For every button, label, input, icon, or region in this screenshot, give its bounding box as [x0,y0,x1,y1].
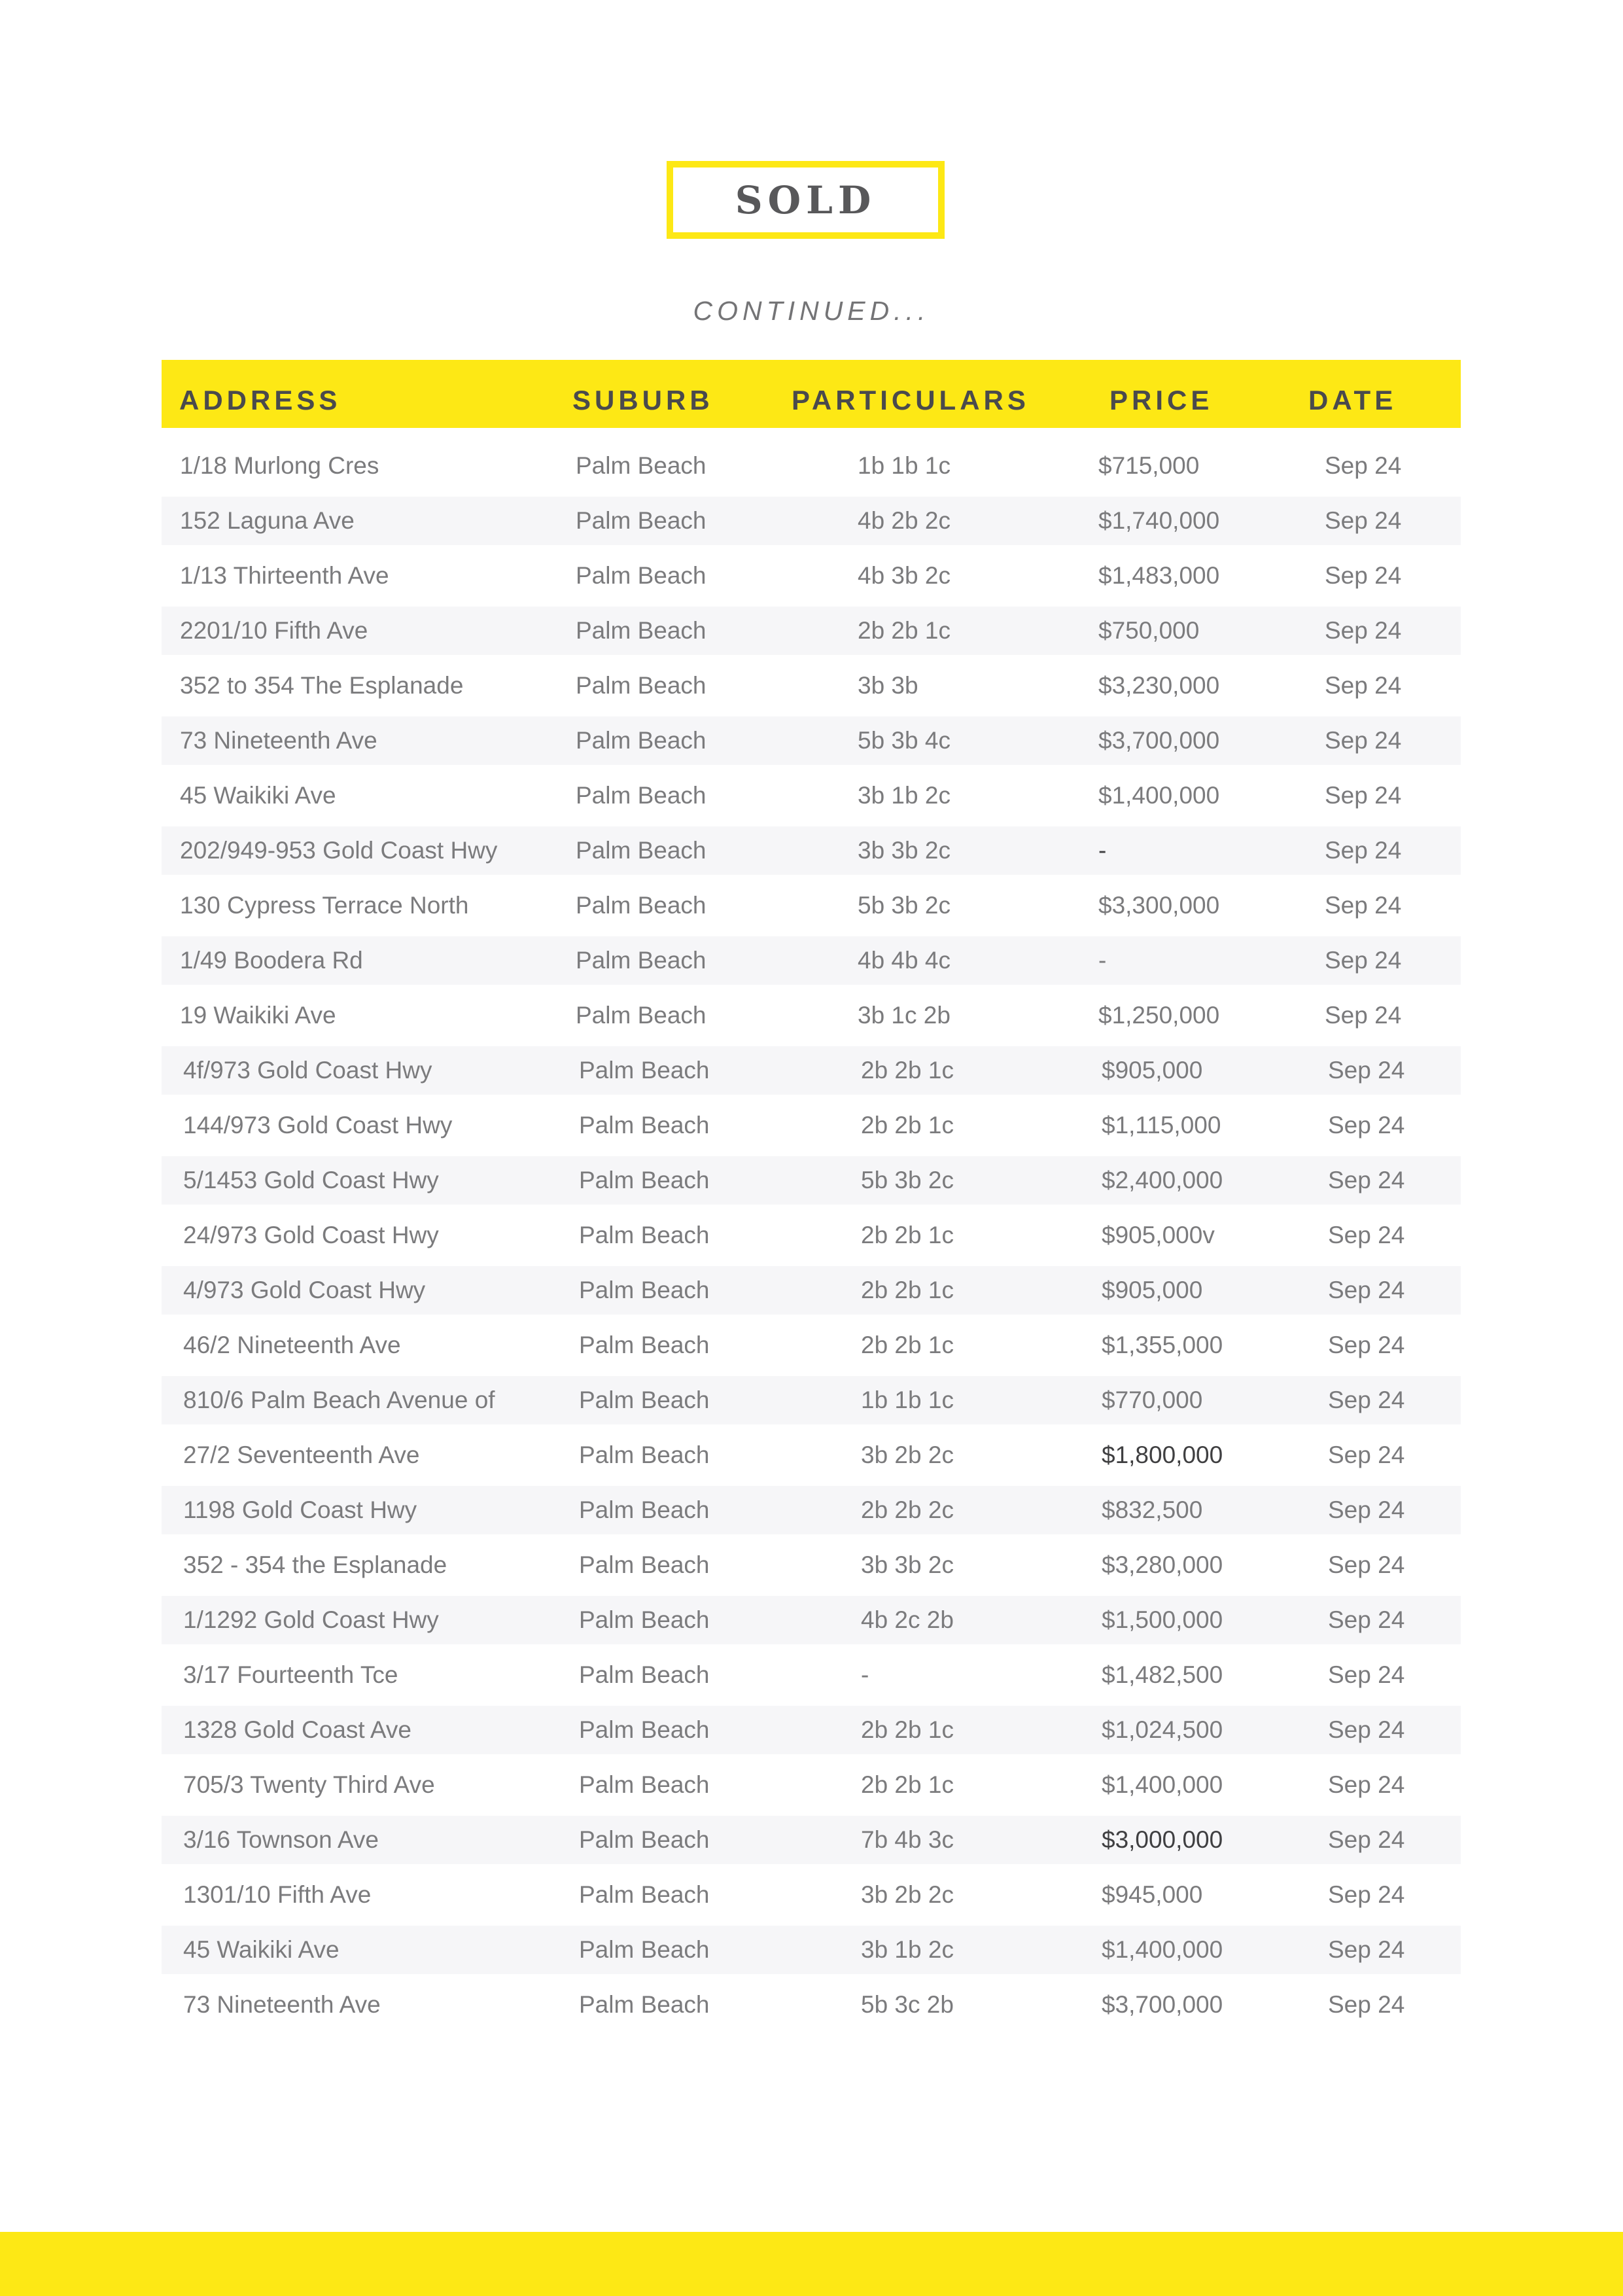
cell-suburb: Palm Beach [576,782,707,809]
cell-address: 4f/973 Gold Coast Hwy [183,1057,432,1084]
cell-price: $3,700,000 [1102,1991,1223,2018]
table-row [162,442,1461,490]
cell-particulars: - [861,1661,869,1688]
continued-subtitle: CONTINUED... [693,296,930,326]
cell-date: Sep 24 [1328,1936,1405,1963]
table-body [162,442,1461,2029]
cell-date: Sep 24 [1328,1991,1405,2018]
cell-address: 27/2 Seventeenth Ave [183,1441,420,1468]
cell-address: 1301/10 Fifth Ave [183,1881,372,1908]
table-row [162,1321,1461,1369]
cell-particulars: 3b 3b [858,672,918,699]
table-row [162,497,1461,545]
cell-particulars: 2b 2b 1c [861,1771,954,1798]
cell-price: $1,500,000 [1102,1606,1223,1633]
cell-particulars: 4b 3b 2c [858,562,951,589]
table-row [162,716,1461,765]
cell-date: Sep 24 [1325,782,1402,809]
column-header-date: DATE [1308,385,1397,415]
cell-address: 1/13 Thirteenth Ave [180,562,389,589]
cell-suburb: Palm Beach [579,1716,710,1743]
cell-suburb: Palm Beach [579,1771,710,1798]
cell-date: Sep 24 [1328,1441,1405,1468]
cell-suburb: Palm Beach [576,1002,707,1029]
table-row [162,826,1461,875]
table-row [162,1211,1461,1260]
cell-suburb: Palm Beach [579,1441,710,1468]
cell-date: Sep 24 [1325,1002,1402,1029]
cell-particulars: 3b 3b 2c [861,1551,954,1578]
table-row [162,1156,1461,1205]
cell-particulars: 4b 2c 2b [861,1606,954,1633]
cell-date: Sep 24 [1328,1167,1405,1193]
cell-address: 4/973 Gold Coast Hwy [183,1277,426,1303]
cell-date: Sep 24 [1328,1771,1405,1798]
cell-address: 202/949-953 Gold Coast Hwy [180,837,498,864]
cell-price: $3,230,000 [1098,672,1220,699]
cell-particulars: 7b 4b 3c [861,1826,954,1853]
cell-price: $1,400,000 [1098,782,1220,809]
table-row [162,1871,1461,1919]
cell-price: $905,000 [1102,1277,1203,1303]
cell-date: Sep 24 [1325,562,1402,589]
cell-address: 46/2 Nineteenth Ave [183,1332,401,1358]
cell-particulars: 5b 3b 2c [858,892,951,919]
table-row [162,1706,1461,1754]
cell-date: Sep 24 [1328,1222,1405,1248]
cell-address: 810/6 Palm Beach Avenue of [183,1386,495,1413]
cell-date: Sep 24 [1328,1386,1405,1413]
cell-price: $3,300,000 [1098,892,1220,919]
cell-address: 45 Waikiki Ave [180,782,336,809]
sold-title-box [667,161,945,239]
cell-price: $1,740,000 [1098,507,1220,534]
table-row [162,552,1461,600]
cell-date: Sep 24 [1325,892,1402,919]
cell-price: $1,800,000 [1102,1441,1223,1468]
cell-suburb: Palm Beach [579,1936,710,1963]
cell-date: Sep 24 [1325,617,1402,644]
page-title: SOLD [735,177,877,222]
table-header [162,360,1461,428]
cell-suburb: Palm Beach [579,1606,710,1633]
cell-particulars: 2b 2b 1c [861,1332,954,1358]
table-row [162,1816,1461,1864]
cell-address: 73 Nineteenth Ave [180,727,377,754]
table-row [162,881,1461,930]
cell-suburb: Palm Beach [579,1496,710,1523]
cell-address: 3/16 Townson Ave [183,1826,379,1853]
cell-address: 144/973 Gold Coast Hwy [183,1112,453,1139]
table-row [162,1046,1461,1095]
cell-date: Sep 24 [1328,1826,1405,1853]
cell-address: 1/18 Murlong Cres [180,452,379,479]
cell-suburb: Palm Beach [579,1826,710,1853]
cell-price: $1,400,000 [1102,1771,1223,1798]
table-row [162,1541,1461,1589]
cell-suburb: Palm Beach [576,727,707,754]
cell-suburb: Palm Beach [576,892,707,919]
cell-date: Sep 24 [1325,507,1402,534]
cell-particulars: 1b 1b 1c [858,452,951,479]
cell-particulars: 1b 1b 1c [861,1386,954,1413]
cell-price: - [1098,947,1107,974]
cell-address: 352 to 354 The Esplanade [180,672,464,699]
cell-particulars: 3b 3b 2c [858,837,951,864]
table-row [162,1266,1461,1315]
table-row [162,1761,1461,1809]
cell-suburb: Palm Beach [579,1057,710,1084]
cell-suburb: Palm Beach [576,507,707,534]
cell-suburb: Palm Beach [576,672,707,699]
column-header-particulars: PARTICULARS [792,385,1030,415]
table-row [162,771,1461,820]
cell-price: $750,000 [1098,617,1200,644]
cell-price: $1,355,000 [1102,1332,1223,1358]
table-row [162,1101,1461,1150]
cell-suburb: Palm Beach [579,1332,710,1358]
table-row [162,1486,1461,1534]
cell-particulars: 3b 2b 2c [861,1441,954,1468]
cell-suburb: Palm Beach [576,947,707,974]
cell-price: $3,280,000 [1102,1551,1223,1578]
cell-particulars: 4b 2b 2c [858,507,951,534]
cell-date: Sep 24 [1325,727,1402,754]
cell-particulars: 4b 4b 4c [858,947,951,974]
cell-particulars: 2b 2b 1c [861,1112,954,1139]
table-row [162,1981,1461,2029]
cell-date: Sep 24 [1328,1881,1405,1908]
cell-particulars: 3b 1c 2b [858,1002,951,1029]
cell-suburb: Palm Beach [579,1386,710,1413]
cell-date: Sep 24 [1328,1112,1405,1139]
table-row [162,1376,1461,1424]
cell-date: Sep 24 [1328,1551,1405,1578]
cell-address: 1328 Gold Coast Ave [183,1716,412,1743]
cell-suburb: Palm Beach [579,1991,710,2018]
cell-price: $945,000 [1102,1881,1203,1908]
cell-suburb: Palm Beach [579,1222,710,1248]
table-row [162,1926,1461,1974]
cell-price: $1,250,000 [1098,1002,1220,1029]
cell-suburb: Palm Beach [579,1167,710,1193]
cell-address: 352 - 354 the Esplanade [183,1551,447,1578]
cell-price: $905,000v [1102,1222,1215,1248]
cell-suburb: Palm Beach [579,1881,710,1908]
cell-address: 130 Cypress Terrace North [180,892,469,919]
cell-date: Sep 24 [1328,1716,1405,1743]
cell-particulars: 2b 2b 1c [861,1716,954,1743]
table-row [162,1596,1461,1644]
cell-price: $1,483,000 [1098,562,1220,589]
cell-particulars: 2b 2b 1c [861,1057,954,1084]
cell-particulars: 5b 3b 2c [861,1167,954,1193]
cell-address: 5/1453 Gold Coast Hwy [183,1167,439,1193]
cell-date: Sep 24 [1328,1496,1405,1523]
cell-particulars: 3b 1b 2c [858,782,951,809]
cell-price: $1,482,500 [1102,1661,1223,1688]
cell-date: Sep 24 [1325,452,1402,479]
cell-date: Sep 24 [1328,1332,1405,1358]
cell-date: Sep 24 [1325,672,1402,699]
cell-suburb: Palm Beach [579,1277,710,1303]
cell-date: Sep 24 [1325,837,1402,864]
sales-table [162,360,1461,2036]
cell-suburb: Palm Beach [576,452,707,479]
column-header-price: PRICE [1109,385,1213,415]
table-row [162,1431,1461,1479]
table-row [162,607,1461,655]
cell-address: 45 Waikiki Ave [183,1936,340,1963]
cell-date: Sep 24 [1328,1057,1405,1084]
cell-date: Sep 24 [1325,947,1402,974]
cell-particulars: 2b 2b 2c [861,1496,954,1523]
cell-particulars: 3b 2b 2c [861,1881,954,1908]
cell-suburb: Palm Beach [576,837,707,864]
cell-suburb: Palm Beach [579,1112,710,1139]
cell-suburb: Palm Beach [576,562,707,589]
table-row [162,1651,1461,1699]
cell-particulars: 3b 1b 2c [861,1936,954,1963]
cell-date: Sep 24 [1328,1277,1405,1303]
cell-price: $1,400,000 [1102,1936,1223,1963]
column-header-suburb: SUBURB [572,385,714,415]
cell-price: $832,500 [1102,1496,1203,1523]
cell-date: Sep 24 [1328,1661,1405,1688]
table-row [162,662,1461,710]
cell-price: - [1098,837,1107,864]
cell-address: 705/3 Twenty Third Ave [183,1771,435,1798]
cell-address: 24/973 Gold Coast Hwy [183,1222,439,1248]
cell-price: $3,000,000 [1102,1826,1223,1853]
cell-particulars: 5b 3b 4c [858,727,951,754]
table-row [162,991,1461,1040]
cell-price: $905,000 [1102,1057,1203,1084]
cell-particulars: 2b 2b 1c [861,1277,954,1303]
cell-date: Sep 24 [1328,1606,1405,1633]
cell-address: 152 Laguna Ave [180,507,355,534]
cell-address: 3/17 Fourteenth Tce [183,1661,398,1688]
cell-address: 19 Waikiki Ave [180,1002,336,1029]
cell-particulars: 2b 2b 1c [861,1222,954,1248]
cell-price: $715,000 [1098,452,1200,479]
column-header-address: ADDRESS [179,385,341,415]
cell-suburb: Palm Beach [576,617,707,644]
cell-price: $770,000 [1102,1386,1203,1413]
cell-suburb: Palm Beach [579,1661,710,1688]
cell-price: $1,115,000 [1102,1112,1221,1139]
table-row [162,936,1461,985]
cell-particulars: 5b 3c 2b [861,1991,954,2018]
cell-address: 1/1292 Gold Coast Hwy [183,1606,439,1633]
cell-price: $1,024,500 [1102,1716,1223,1743]
cell-address: 2201/10 Fifth Ave [180,617,368,644]
cell-address: 73 Nineteenth Ave [183,1991,381,2018]
cell-address: 1198 Gold Coast Hwy [183,1496,417,1523]
cell-price: $3,700,000 [1098,727,1220,754]
cell-price: $2,400,000 [1102,1167,1223,1193]
cell-particulars: 2b 2b 1c [858,617,951,644]
cell-address: 1/49 Boodera Rd [180,947,363,974]
footer-bar [0,2232,1623,2296]
cell-suburb: Palm Beach [579,1551,710,1578]
